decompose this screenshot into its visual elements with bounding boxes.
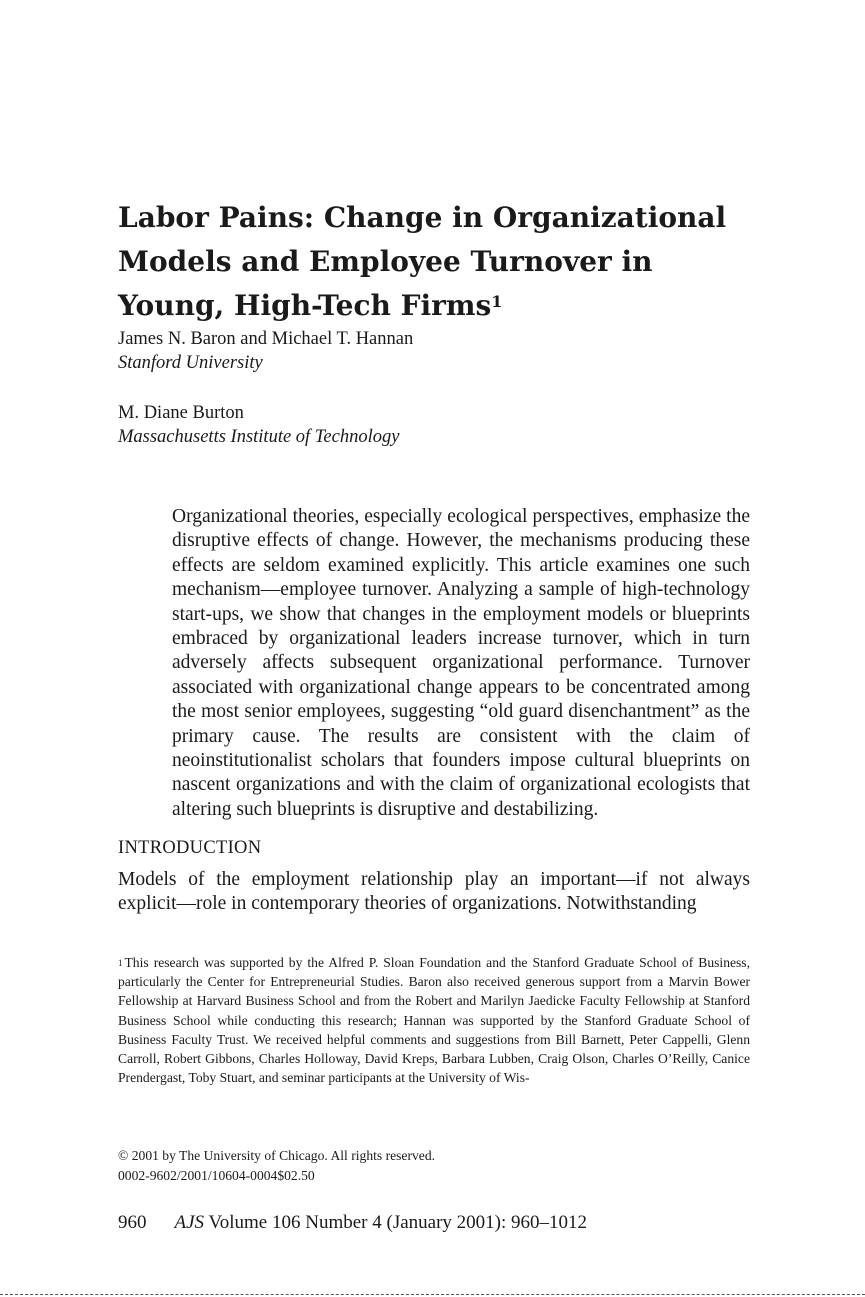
journal-abbreviation: AJS (174, 1212, 205, 1233)
page-number: 960 (118, 1212, 147, 1233)
copyright-block (118, 1146, 435, 1185)
intro-paragraph (118, 868, 750, 917)
author-block-2 (118, 401, 399, 449)
footnote-text: This research was supported by the Alfred P. Sloan Foundation and the Stanford Graduate School of Business, particularly the Center for Entrepreneurial Studies. Baron also received generous support from a Marvin Bower Fellowship at Harvard Business School and from the Robert and Marilyn Jaedicke Faculty Fellowship at Stanford Business School while conducting this research; Hannan was supported by the Stanford Graduate School of Business Faculty Trust. We received helpful comments and suggestions from Bill Barnett, Peter Cappelli, Glenn Carroll, Robert Gibbons, Charles Holloway, David Kreps, Barbara Lubben, Craig Olson, Charles O’Reilly, Canice Prendergast, Toby Stuart, and seminar participants at the University of Wis- (118, 955, 750, 1086)
article-title-text: Labor Pains: Change in Organizational Models and Employee Turnover in Young, High-Tech Firms (118, 201, 727, 322)
footnote-marker: 1 (118, 958, 123, 968)
section-heading: INTRODUCTION (118, 838, 262, 858)
article-title (118, 196, 758, 328)
page-bottom-rule (0, 1294, 865, 1295)
title-footnote-marker: 1 (491, 292, 503, 311)
author-names: M. Diane Burton (118, 403, 244, 423)
author-affiliation: Massachusetts Institute of Technology (118, 427, 400, 447)
author-affiliation: Stanford University (118, 353, 263, 373)
journal-footer (118, 1211, 587, 1235)
copyright-line: © 2001 by The University of Chicago. All rights reserved. (118, 1148, 436, 1163)
footnote (118, 953, 750, 1087)
abstract (172, 505, 750, 822)
intro-text: Models of the employment relationship play an important—if not always explicit—role in contemporary theories of organizations. Notwithstanding (118, 869, 750, 915)
abstract-text: Organizational theories, especially ecological perspectives, emphasize the disruptive effects of change. However, the mechanisms producing these effects are seldom examined explicitly. This article examines one such mechanism—employee turnover. Analyzing a sample of high-technology start-ups, we show that changes in the employment models or blueprints embraced by organizational leaders increase turnover, which in turn adversely affects subsequent organizational performance. Turnover associated with organizational change appears to be concentrated among the most senior employees, suggesting “old guard disenchantment” as the primary cause. The results are consistent with the claim of neoinstitutionalist scholars that founders impose cultural blueprints on nascent organizations and with the claim of organizational ecologists that altering such blueprints is disruptive and destabilizing. (172, 506, 750, 820)
author-block-1 (118, 327, 413, 375)
article-identifier: 0002-9602/2001/10604-0004$02.50 (118, 1167, 315, 1183)
journal-citation: Volume 106 Number 4 (January 2001): 960–1012 (208, 1212, 588, 1233)
author-names: James N. Baron and Michael T. Hannan (118, 329, 414, 349)
